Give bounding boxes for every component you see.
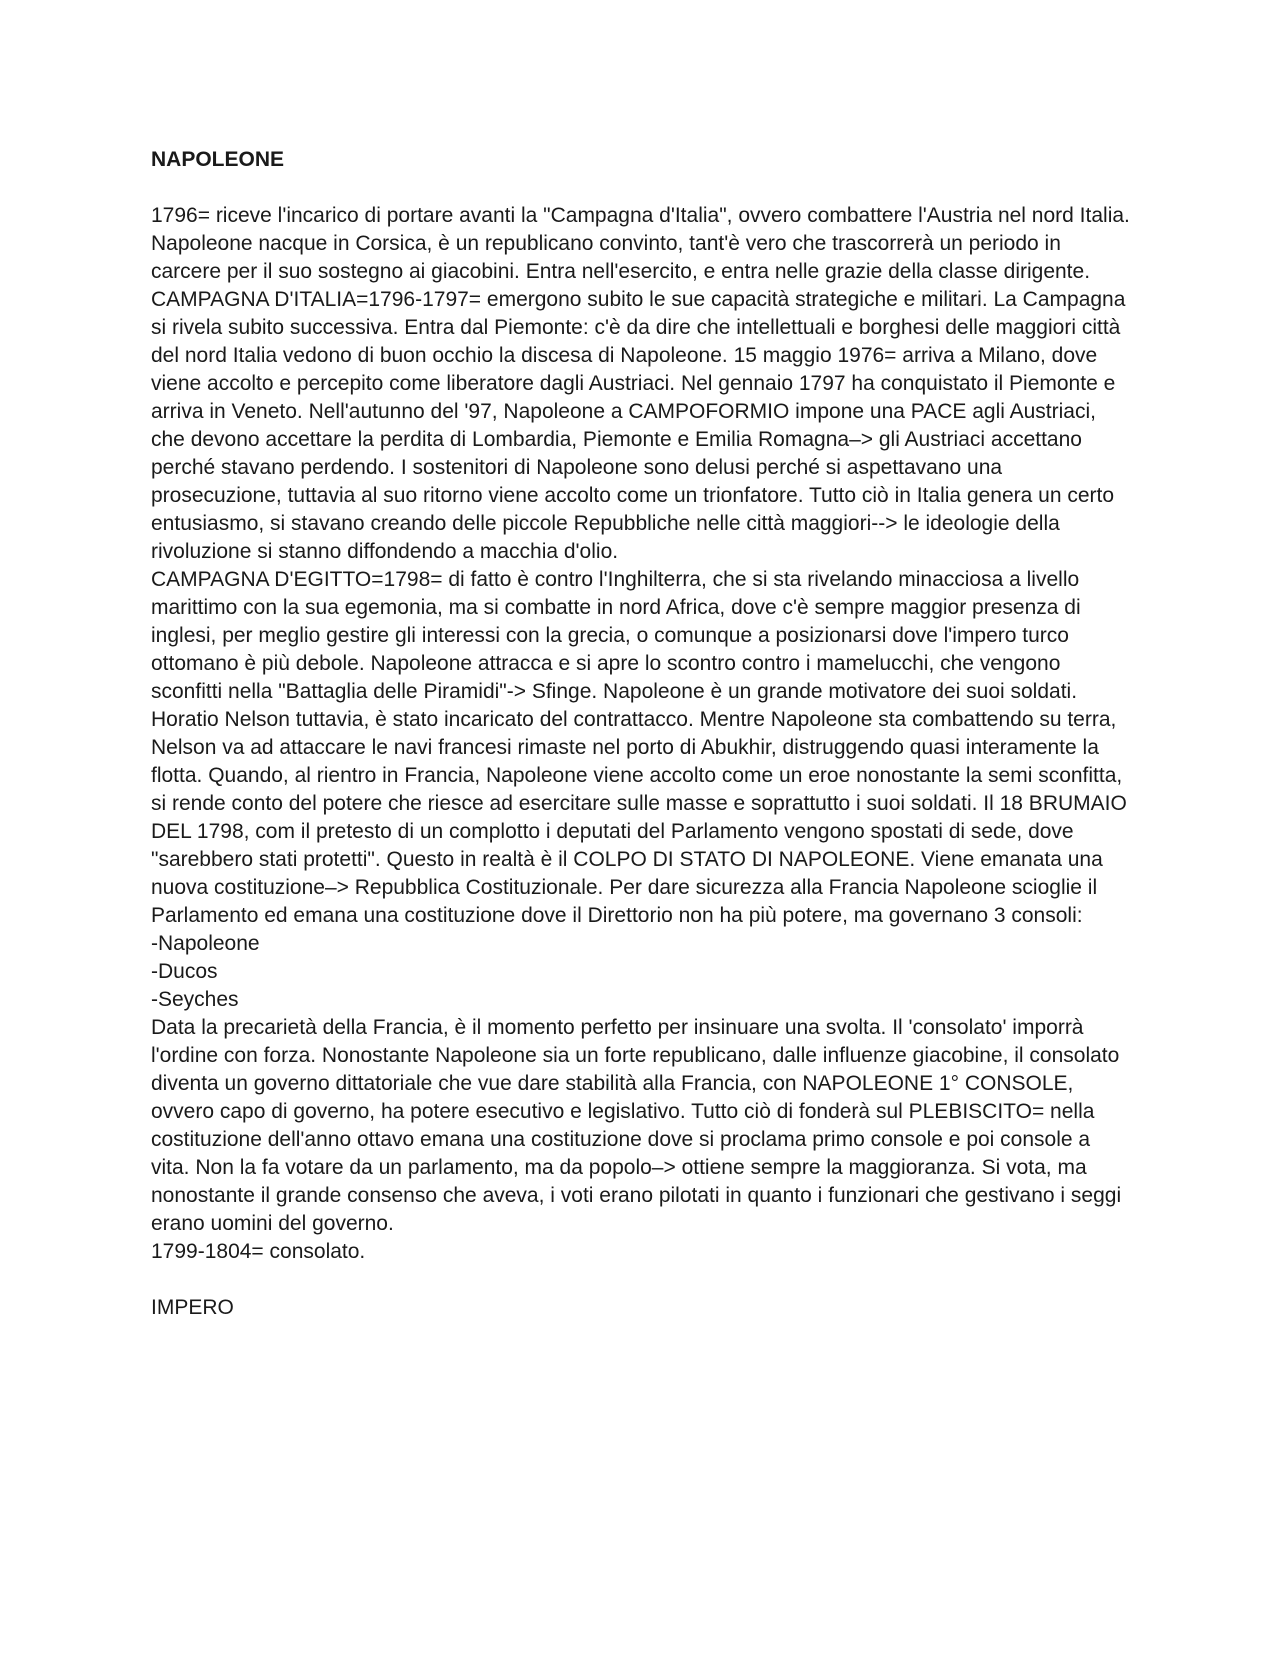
paragraph-campagna-egitto: CAMPAGNA D'EGITTO=1798= di fatto è contro l'Inghilterra, che si sta rivelando minacciosa a livello marittimo con la sua egemonia, ma si combatte in nord Africa, dove c'è sempre maggior presenza di inglesi, per meglio gestire gli interessi con la grecia, o comunque a posizionarsi dove l'impero turco ottomano è più debole. Napoleone attracca e si apre lo scontro contro i mamelucchi, che vengono sconfitti nella "Battaglia delle Piramidi"-> Sfinge. Napoleone è un grande motivatore dei suoi soldati. Horatio Nelson tuttavia, è stato incaricato del contrattacco. Mentre Napoleone sta combattendo su terra, Nelson va ad attaccare le navi francesi rimaste nel porto di Abukhir, distruggendo quasi interamente la flotta. Quando, al rientro in Francia, Napoleone viene accolto come un eroe nonostante la semi sconfitta, si rende conto del potere che riesce ad esercitare sulle masse e soprattutto i suoi soldati. Il 18 BRUMAIO DEL 1798, com il pretesto di un complotto i deputati del Parlamento vengono spostati di sede, dove "sarebbero stati protetti". Questo in realtà è il COLPO DI STATO DI NAPOLEONE. Viene emanata una nuova costituzione–> Repubblica Costituzionale. Per dare sicurezza alla Francia Napoleone scioglie il Parlamento ed emana una costituzione dove il Direttorio non ha più potere, ma governano 3 consoli:: [151, 568, 1127, 927]
list-item: -Ducos: [151, 960, 218, 983]
paragraph-consolato: Data la precarietà della Francia, è il momento perfetto per insinuare una svolta. Il 'consolato' imporrà l'ordine con forza. Nonostante Napoleone sia un forte republicano, dalle influenze giacobine, il consolato diventa un governo dittatoriale che vue dare stabilità alla Francia, con NAPOLEONE 1° CONSOLE, ovvero capo di governo, ha potere esecutivo e legislativo. Tutto ciò di fonderà sul PLEBISCITO= nella costituzione dell'anno ottavo emana una costituzione dove si proclama primo console e poi console a vita. Non la fa votare da un parlamento, ma da popolo–> ottiene sempre la maggioranza. Si vota, ma nonostante il grande consenso che aveva, i voti erano pilotati in quanto i funzionari che gestivano i seggi erano uomini del governo.: [151, 1016, 1122, 1235]
document-page: [151, 146, 1131, 1322]
list-item: -Seyches: [151, 988, 239, 1011]
list-item: -Napoleone: [151, 932, 260, 955]
document-title: NAPOLEONE: [151, 148, 285, 171]
paragraph-campagna-intro: 1796= riceve l'incarico di portare avanti la "Campagna d'Italia", ovvero combattere l'Austria nel nord Italia.: [151, 204, 1130, 227]
paragraph-consolato-dates: 1799-1804= consolato.: [151, 1240, 366, 1263]
section-heading-impero: IMPERO: [151, 1296, 234, 1319]
paragraph-campagna-italia: Napoleone nacque in Corsica, è un republicano convinto, tant'è vero che trascorrerà un periodo in carcere per il suo sostegno ai giacobini. Entra nell'esercito, e entra nelle grazie della classe dirigente. CAMPAGNA D'ITALIA=1796-1797= emergono subito le sue capacità strategiche e militari. La Campagna si rivela subito successiva. Entra dal Piemonte: c'è da dire che intellettuali e borghesi delle maggiori città del nord Italia vedono di buon occhio la discesa di Napoleone. 15 maggio 1976= arriva a Milano, dove viene accolto e percepito come liberatore dagli Austriaci. Nel gennaio 1797 ha conquistato il Piemonte e arriva in Veneto. Nell'autunno del '97, Napoleone a CAMPOFORMIO impone una PACE agli Austriaci, che devono accettare la perdita di Lombardia, Piemonte e Emilia Romagna–> gli Austriaci accettano perché stavano perdendo. I sostenitori di Napoleone sono delusi perché si aspettavano una prosecuzione, tuttavia al suo ritorno viene accolto come un trionfatore. Tutto ciò in Italia genera un certo entusiasmo, si stavano creando delle piccole Repubbliche nelle città maggiori--> le ideologie della rivoluzione si stanno diffondendo a macchia d'olio.: [151, 232, 1126, 563]
consuls-list: [151, 930, 1131, 1014]
spacer: [151, 1266, 1131, 1294]
